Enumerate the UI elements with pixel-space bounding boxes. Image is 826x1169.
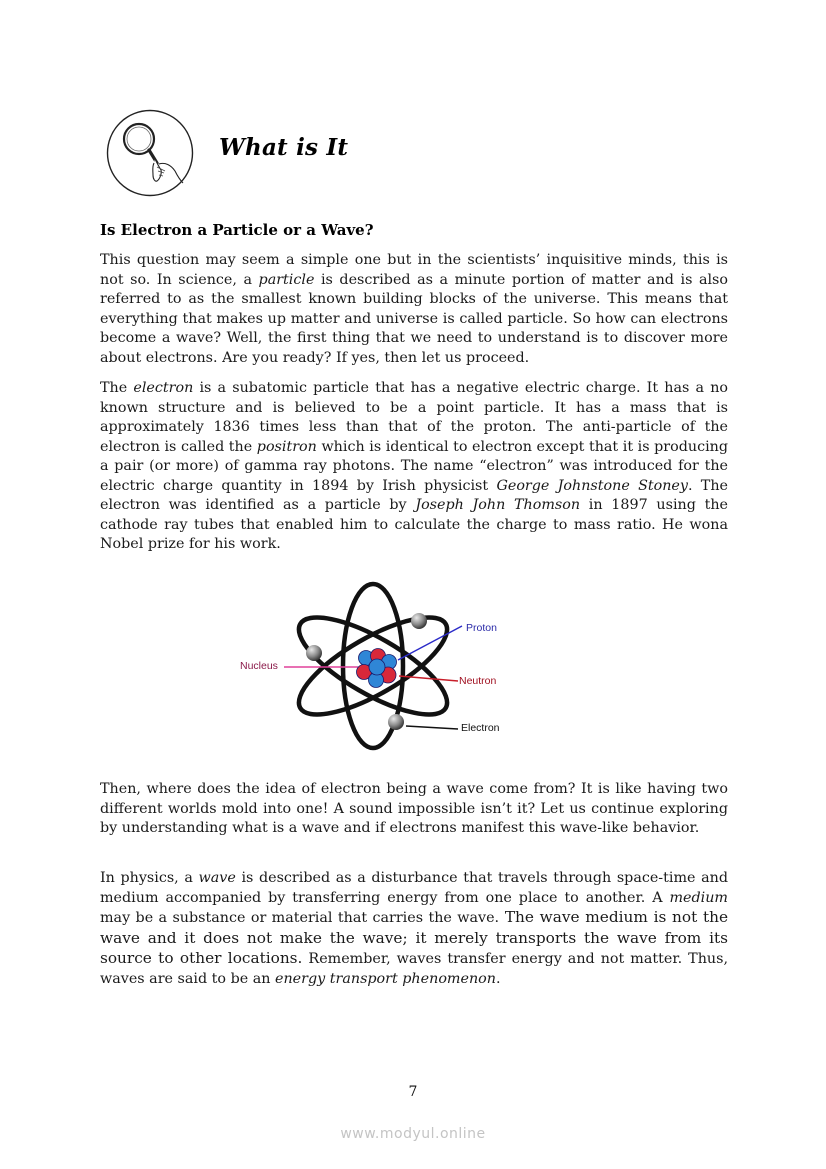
italic-term: wave <box>198 870 236 886</box>
text-span: is described as a disturbance that travels through space-time and medium accompanied by transferring energy from one place to another. A <box>100 870 728 906</box>
text-span: is a subatomic particle that has a negative electric charge. It has a no known structure and is believed to be a point particle. It has a mass that is approximately 1836 times less than that of the proton. The anti-particle of the electron is called the <box>100 380 729 455</box>
text-span: which is identical to electron except that it is producing a pair (or more) of gamma ray photons. The name “electron” was introduced for the electric charge quantity in 1894 by Irish physicist <box>100 438 729 494</box>
label-proton: Proton <box>466 622 497 634</box>
italic-term: medium <box>669 889 728 906</box>
italic-term: energy transport phenomenon <box>275 970 496 987</box>
text-span: is described as a minute portion of matter and is also referred to as the smallest known building blocks of the universe. This means that everything that makes up matter and universe is called particle. So how can electrons become a wave? Well, the first thing that we need to understand is to discover more about electrons. Are you ready? If yes, then let us proceed. <box>100 271 728 366</box>
text-span: This question may seem a simple one but in the scientists’ inquisitive minds, this is not so. In science, a <box>100 252 728 288</box>
section-heading: Is Electron a Particle or a Wave? <box>100 221 374 239</box>
text-span: The <box>100 380 134 396</box>
electron-ball <box>306 645 322 661</box>
text-span: in 1897 using the cathode ray tubes that enabled him to calculate the charge to mass ratio. He wona Nobel prize for his work. <box>100 497 729 552</box>
paragraph-particle-intro <box>100 251 728 368</box>
label-nucleus: Nucleus <box>240 660 278 672</box>
text-span: In physics, a <box>100 870 199 886</box>
italic-name: George Johnstone Stoney <box>496 477 688 494</box>
italic-term: positron <box>256 438 317 455</box>
italic-term: electron <box>133 380 194 396</box>
paragraph-electron <box>100 379 728 555</box>
text-span: may be a substance or material that carries the wave. <box>100 910 500 926</box>
label-neutron: Neutron <box>459 675 497 687</box>
italic-term: particle <box>258 271 315 288</box>
text-span: . The electron was identified as a particle by <box>100 477 729 513</box>
text-span: Remember, waves transfer energy and not matter. Thus, waves are said to be an <box>100 951 728 987</box>
atom-diagram <box>236 580 516 755</box>
electron-ball <box>411 613 427 629</box>
header-title: What is It <box>219 134 349 161</box>
magnifying-glass-icon <box>105 109 195 197</box>
paragraph-wave-definition <box>100 869 728 989</box>
text-span: Then, where does the idea of electron being a wave come from? It is like having two different worlds mold into one! A sound impossible isn’t it? Let us continue exploring by understanding what is a wave and if electrons manifest this wave-like behavior. <box>100 781 728 836</box>
electron-ball <box>388 714 404 730</box>
italic-name: Joseph John Thomson <box>415 497 581 513</box>
watermark: www.modyul.online <box>340 1126 486 1142</box>
paragraph-wave-question <box>100 780 728 839</box>
label-electron: Electron <box>461 722 500 734</box>
text-span: . <box>495 970 501 987</box>
text-span: The wave medium is not the wave and it does not make the wave; it merely transports the wave from its source to other locations. <box>100 908 728 967</box>
page-number: 7 <box>408 1084 418 1100</box>
